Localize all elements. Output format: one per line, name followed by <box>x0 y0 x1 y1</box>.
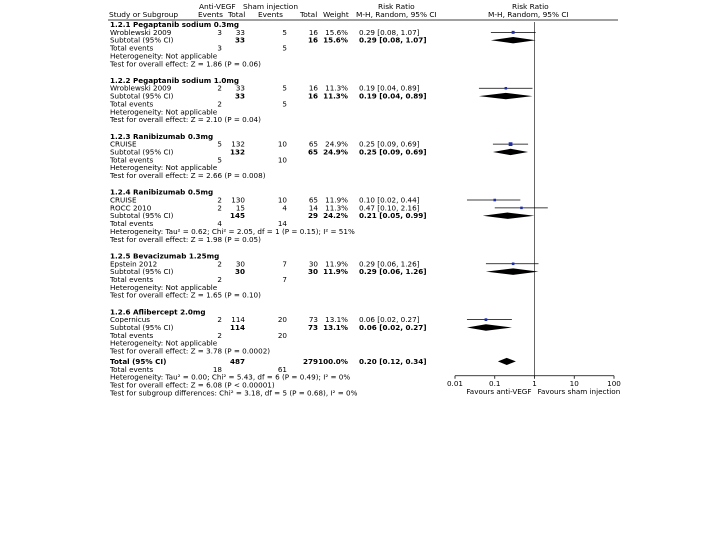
subgroup-5-subtotal-diamond <box>486 268 539 274</box>
subgroup-1-title: 1.2.1 Pegaptanib sodium 0.3mg <box>110 20 240 29</box>
subgroup-5-subtotal-total-1: 30 <box>234 267 245 277</box>
header-rr-title: Risk Ratio <box>378 2 415 11</box>
subgroup-4-study-2-ci: 0.47 [0.10, 2.16] <box>359 203 420 213</box>
header-plot-title: Risk Ratio <box>512 2 549 11</box>
subgroup-3-events-2: 10 <box>277 155 287 165</box>
subgroup-5-study-1-total-2: 30 <box>308 259 318 269</box>
header-study: Study or Subgroup <box>109 10 179 19</box>
header-weight: Weight <box>323 10 349 19</box>
subgroup-differences: Test for subgroup differences: Chi² = 3.18, df = 5 (P = 0.68), I² = 0% <box>110 388 358 398</box>
header-total-2: Total <box>300 10 318 19</box>
subgroup-2-heterogeneity: Heterogeneity: Not applicable <box>110 107 218 117</box>
subgroup-6-events-1: 2 <box>217 330 222 340</box>
table-header <box>108 2 618 20</box>
subgroup-6-study-1-events-2: 20 <box>277 315 287 325</box>
subgroup-4-overall-effect: Test for overall effect: Z = 1.98 (P = 0.05) <box>110 234 261 244</box>
subgroup-3-study-1-events-1: 5 <box>217 139 222 149</box>
subgroup-1-subtotal-total-1: 33 <box>234 35 245 45</box>
header-group2: Sham injection <box>243 2 299 11</box>
total-weight: 100.0% <box>318 356 348 366</box>
subgroup-3-study-1-events-2: 10 <box>277 139 287 149</box>
subgroup-1-study-1-ci: 0.29 [0.08, 1.07] <box>359 27 420 37</box>
subgroup-5-subtotal-total-2: 30 <box>307 267 318 277</box>
subgroup-2-subtotal-diamond <box>479 93 533 99</box>
subgroup-2-study-1-total-2: 16 <box>308 83 318 93</box>
subgroup-3-subtotal-weight: 24.9% <box>323 147 348 157</box>
subgroup-3-study-1-weight: 24.9% <box>325 139 348 149</box>
subgroup-3-events-label: Total events <box>110 155 154 165</box>
header-plot-method: M-H, Random, 95% CI <box>488 10 569 19</box>
subgroup-4-study-1-total-2: 65 <box>308 195 318 205</box>
subgroup-1-events-1: 3 <box>217 43 222 53</box>
subgroup-6-study-1-total-2: 73 <box>308 315 318 325</box>
subgroup-3-study-1-point-square <box>509 142 513 146</box>
subgroup-4-study-1-weight: 11.9% <box>325 195 348 205</box>
subgroup-1-events-label: Total events <box>110 43 154 53</box>
subgroup-1-study-1-events-2: 5 <box>282 27 287 37</box>
subgroup-6-overall-effect: Test for overall effect: Z = 3.78 (P = 0.0002) <box>110 346 271 356</box>
favours-left-label: Favours anti-VEGF <box>466 386 532 396</box>
subgroup-1-heterogeneity: Heterogeneity: Not applicable <box>110 51 218 61</box>
subgroup-1-subtotal-weight: 15.6% <box>323 35 348 45</box>
subgroup-5-study-1-weight: 11.9% <box>325 259 348 269</box>
total-total-1: 487 <box>229 356 245 366</box>
header-rr-method: M-H, Random, 95% CI <box>356 10 437 19</box>
subgroup-5-subtotal-label: Subtotal (95% CI) <box>110 267 174 277</box>
subgroup-1-study-1-total-1: 33 <box>235 27 245 37</box>
subgroup-3-subtotal-ci: 0.25 [0.09, 0.69] <box>359 147 427 157</box>
subgroup-6-events-2: 20 <box>277 330 287 340</box>
subgroup-3-heterogeneity: Heterogeneity: Not applicable <box>110 163 218 173</box>
subgroup-4-study-1-name: CRUISE <box>110 195 137 205</box>
subgroup-4-events-label: Total events <box>110 219 154 229</box>
subgroup-3-subtotal-diamond <box>493 149 528 155</box>
subgroup-6-study-1-ci: 0.06 [0.02, 0.27] <box>359 315 420 325</box>
subgroup-4-study-2-total-2: 14 <box>308 203 318 213</box>
subgroup-5-study-1-total-1: 30 <box>235 259 245 269</box>
subgroup-4-title: 1.2.4 Ranibizumab 0.5mg <box>110 187 214 197</box>
subgroup-2-study-1-events-2: 5 <box>282 83 287 93</box>
x-axis-tick-label-1: 0.01 <box>446 378 464 388</box>
subgroup-3-events-1: 5 <box>217 155 222 165</box>
subgroup-4-study-2-point-square <box>520 207 523 210</box>
subgroup-5-overall-effect: Test for overall effect: Z = 1.65 (P = 0.10) <box>110 290 261 300</box>
header-total-1: Total <box>228 10 246 19</box>
subgroup-2-title: 1.2.2 Pegaptanib sodium 1.0mg <box>110 75 240 85</box>
subgroup-3-study-1-ci: 0.25 [0.09, 0.69] <box>359 139 420 149</box>
total-events-2: 61 <box>277 364 287 374</box>
subgroup-5-study-1-events-2: 7 <box>282 259 287 269</box>
subgroup-2-subtotal-ci: 0.19 [0.04, 0.89] <box>359 91 427 101</box>
subgroup-1-subtotal-label: Subtotal (95% CI) <box>110 35 174 45</box>
subgroup-4-study-2-weight: 11.3% <box>325 203 348 213</box>
subgroup-4-study-1-point-square <box>493 199 496 202</box>
subgroup-4-study-1-total-1: 130 <box>231 195 245 205</box>
subgroup-5-events-2: 7 <box>282 274 287 284</box>
subgroup-2-study-1-point-square <box>505 87 508 90</box>
subgroup-2-study-1-events-1: 2 <box>217 83 222 93</box>
subgroup-1-study-1-name: Wroblewski 2009 <box>110 27 172 37</box>
subgroup-2-study-1-total-1: 33 <box>235 83 245 93</box>
subgroup-4-subtotal-total-1: 145 <box>229 211 245 221</box>
subgroup-4-study-2-events-1: 2 <box>217 203 222 213</box>
subgroup-2-overall-effect: Test for overall effect: Z = 2.10 (P = 0.04) <box>110 115 261 125</box>
subgroup-4-subtotal-label: Subtotal (95% CI) <box>110 211 174 221</box>
subgroup-3-subtotal-label: Subtotal (95% CI) <box>110 147 174 157</box>
x-axis-tick-label-2: 0.1 <box>489 378 501 388</box>
table-rows <box>109 20 427 397</box>
subgroup-1-subtotal-total-2: 16 <box>307 35 318 45</box>
subgroup-1-overall-effect: Test for overall effect: Z = 1.86 (P = 0.06) <box>110 59 261 69</box>
subgroup-6-subtotal-total-1: 114 <box>229 323 245 333</box>
subgroup-6-heterogeneity: Heterogeneity: Not applicable <box>110 338 218 348</box>
subgroup-1-subtotal-ci: 0.29 [0.08, 1.07] <box>359 35 427 45</box>
subgroup-6-subtotal-label: Subtotal (95% CI) <box>110 323 174 333</box>
subgroup-5-study-1-ci: 0.29 [0.06, 1.26] <box>359 259 420 269</box>
x-axis-tick-label-4: 10 <box>569 378 579 388</box>
header-events-2: Events <box>258 10 284 19</box>
plot-area <box>447 22 621 396</box>
subgroup-4-heterogeneity: Heterogeneity: Tau² = 0.62; Chi² = 2.05, df = 1 (P = 0.15); I² = 51% <box>110 226 355 236</box>
subgroup-6-study-1-weight: 13.1% <box>325 315 348 325</box>
subgroup-2-subtotal-label: Subtotal (95% CI) <box>110 91 174 101</box>
subgroup-5-events-1: 2 <box>217 274 222 284</box>
subgroup-2-subtotal-total-2: 16 <box>307 91 318 101</box>
subgroup-3-study-1-total-1: 132 <box>231 139 245 149</box>
total-heterogeneity: Heterogeneity: Tau² = 0.00; Chi² = 5.43, df = 6 (P = 0.49); I² = 0% <box>110 372 351 382</box>
subgroup-6-study-1-total-1: 114 <box>231 315 245 325</box>
subgroup-4-subtotal-weight: 24.2% <box>323 211 348 221</box>
subgroup-6-study-1-events-1: 2 <box>217 315 222 325</box>
subgroup-5-heterogeneity: Heterogeneity: Not applicable <box>110 282 218 292</box>
subgroup-1-study-1-total-2: 16 <box>308 27 318 37</box>
header-events-1: Events <box>198 10 224 19</box>
subgroup-2-study-1-name: Wroblewski 2009 <box>110 83 172 93</box>
favours-right-label: Favours sham injection <box>537 386 621 396</box>
total-overall-effect: Test for overall effect: Z = 6.08 (P < 0.00001) <box>110 380 275 390</box>
total-diamond <box>498 358 516 365</box>
subgroup-4-study-1-events-1: 2 <box>217 195 222 205</box>
total-events-label: Total events <box>110 364 154 374</box>
subgroup-4-events-2: 14 <box>277 219 287 229</box>
subgroup-6-subtotal-diamond <box>467 324 512 330</box>
subgroup-5-events-label: Total events <box>110 274 154 284</box>
subgroup-2-study-1-ci: 0.19 [0.04, 0.89] <box>359 83 420 93</box>
subgroup-4-study-2-events-2: 4 <box>282 203 287 213</box>
subgroup-3-title: 1.2.3 Ranibizumab 0.3mg <box>110 131 214 141</box>
subgroup-5-study-1-name: Epstein 2012 <box>110 259 158 269</box>
subgroup-1-subtotal-diamond <box>491 37 536 43</box>
x-axis-tick-label-5: 100 <box>607 378 621 388</box>
subgroup-3-study-1-total-2: 65 <box>308 139 318 149</box>
subgroup-5-subtotal-weight: 11.9% <box>323 267 348 277</box>
subgroup-6-subtotal-weight: 13.1% <box>323 323 348 333</box>
subgroup-6-study-1-name: Copernicus <box>110 315 151 325</box>
subgroup-6-subtotal-total-2: 73 <box>307 323 318 333</box>
subgroup-6-title: 1.2.6 Aflibercept 2.0mg <box>110 307 206 317</box>
subgroup-2-events-label: Total events <box>110 99 154 109</box>
subgroup-6-events-label: Total events <box>110 330 154 340</box>
subgroup-4-subtotal-diamond <box>483 213 535 219</box>
subgroup-5-study-1-point-square <box>512 262 515 265</box>
subgroup-4-subtotal-ci: 0.21 [0.05, 0.99] <box>359 211 427 221</box>
subgroup-5-title: 1.2.5 Bevacizumab 1.25mg <box>110 251 220 261</box>
subgroup-4-study-2-name: ROCC 2010 <box>110 203 152 213</box>
subgroup-2-subtotal-total-1: 33 <box>234 91 245 101</box>
subgroup-2-events-1: 2 <box>217 99 222 109</box>
subgroup-4-subtotal-total-2: 29 <box>307 211 318 221</box>
total-ci: 0.20 [0.12, 0.34] <box>359 356 427 366</box>
subgroup-1-study-1-weight: 15.6% <box>325 27 348 37</box>
subgroup-6-study-1-point-square <box>485 318 488 321</box>
subgroup-3-overall-effect: Test for overall effect: Z = 2.66 (P = 0.008) <box>110 171 266 181</box>
total-events-1: 18 <box>212 364 222 374</box>
subgroup-1-study-1-point-square <box>512 31 515 34</box>
subgroup-1-events-2: 5 <box>282 43 287 53</box>
subgroup-5-study-1-events-1: 2 <box>217 259 222 269</box>
subgroup-3-subtotal-total-1: 132 <box>229 147 245 157</box>
subgroup-4-events-1: 4 <box>217 219 222 229</box>
subgroup-2-subtotal-weight: 11.3% <box>323 91 348 101</box>
subgroup-2-events-2: 5 <box>282 99 287 109</box>
subgroup-3-subtotal-total-2: 65 <box>307 147 318 157</box>
subgroup-4-study-1-events-2: 10 <box>277 195 287 205</box>
subgroup-4-study-2-total-1: 15 <box>235 203 245 213</box>
header-group1: Anti-VEGF <box>199 2 236 11</box>
x-axis-tick-label-3: 1 <box>532 378 537 388</box>
subgroup-1-study-1-events-1: 3 <box>217 27 222 37</box>
total-total-2: 279 <box>302 356 318 366</box>
subgroup-3-study-1-name: CRUISE <box>110 139 137 149</box>
subgroup-4-study-1-ci: 0.10 [0.02, 0.44] <box>359 195 420 205</box>
subgroup-5-subtotal-ci: 0.29 [0.06, 1.26] <box>359 267 427 277</box>
total-label: Total (95% CI) <box>110 356 167 366</box>
subgroup-6-subtotal-ci: 0.06 [0.02, 0.27] <box>359 323 427 333</box>
subgroup-2-study-1-weight: 11.3% <box>325 83 348 93</box>
